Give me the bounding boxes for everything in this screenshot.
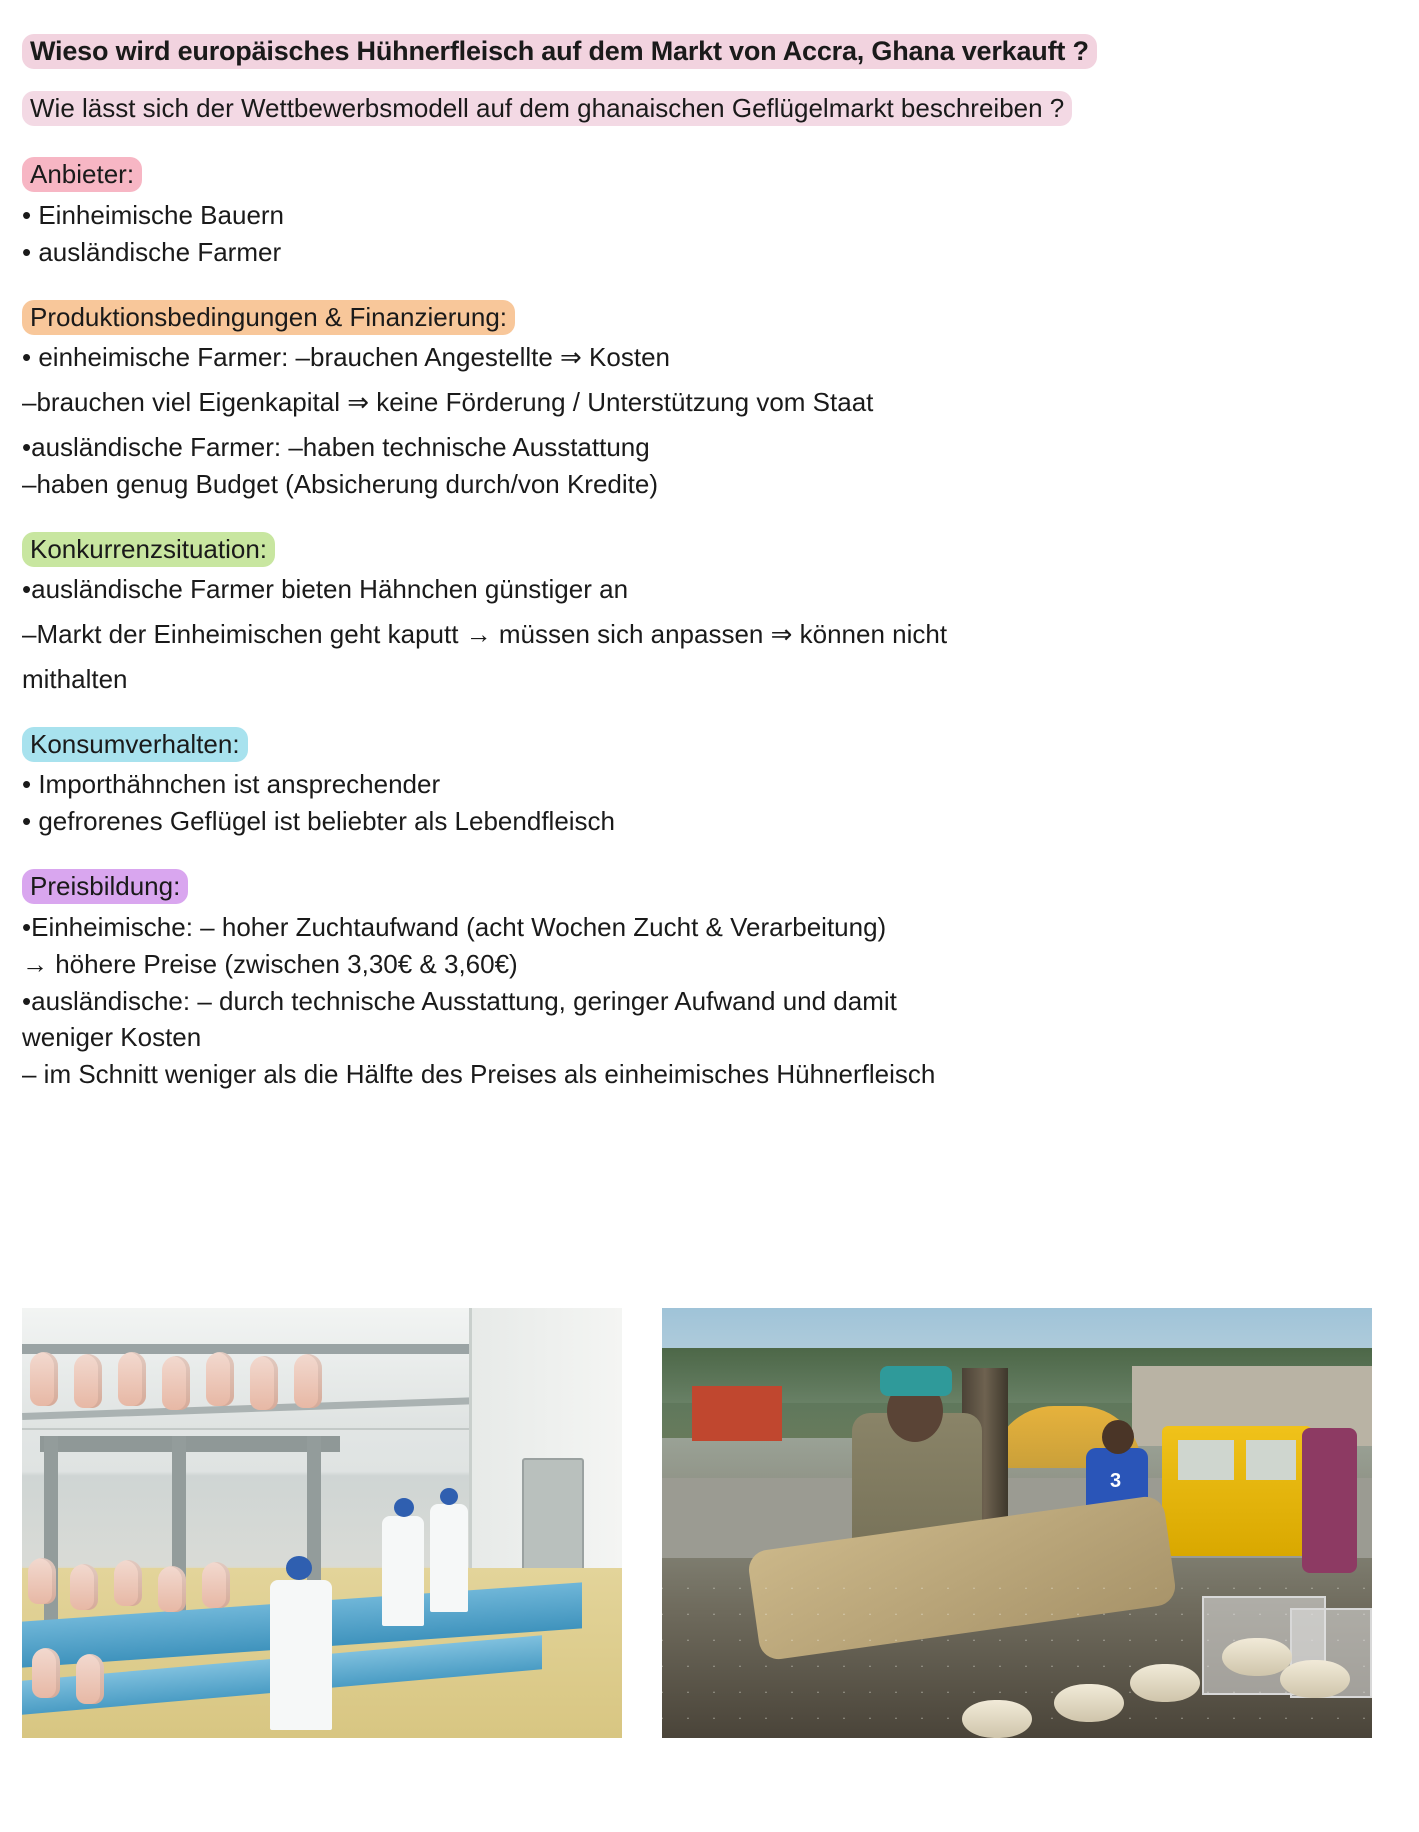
- section-heading-text: Preisbildung:: [22, 869, 188, 904]
- section-line: – im Schnitt weniger als die Hälfte des Preises als einheimisches Hühnerfleisch: [22, 1059, 936, 1090]
- section-line: –Markt der Einheimischen geht kaputt → müssen sich anpassen ⇒ können nicht: [22, 619, 948, 650]
- section-konsumverhalten: [22, 728, 1391, 840]
- page-subtitle: [22, 93, 1072, 124]
- section-heading-text: Konsumverhalten:: [22, 727, 248, 762]
- section-heading: [22, 728, 1391, 761]
- image-row: [22, 1308, 1397, 1738]
- section-heading-text: Konkurrenzsituation:: [22, 532, 275, 567]
- section-line: mithalten: [22, 663, 128, 694]
- section-line: •ausländische: – durch technische Ausstattung, geringer Aufwand und damit: [22, 985, 897, 1016]
- page-title-text: Wieso wird europäisches Hühnerfleisch auf dem Markt von Accra, Ghana verkauft ?: [22, 34, 1097, 69]
- photo-accra-street-market: [662, 1308, 1372, 1738]
- section-line: •Einheimische: – hoher Zuchtaufwand (acht Wochen Zucht & Verarbeitung): [22, 911, 887, 942]
- section-heading-text: Anbieter:: [22, 157, 142, 192]
- section-line: • Importhähnchen ist ansprechender: [22, 769, 441, 800]
- section-heading-text: Produktionsbedingungen & Finanzierung:: [22, 300, 515, 335]
- section-line: • ausländische Farmer: [22, 236, 282, 267]
- section-heading: [22, 533, 1391, 566]
- section-line: •ausländische Farmer bieten Hähnchen günstiger an: [22, 574, 629, 605]
- page-subtitle-text: Wie lässt sich der Wettbewerbsmodell auf dem ghanaischen Geflügelmarkt beschreiben ?: [22, 91, 1072, 126]
- section-line: • gefrorenes Geflügel ist beliebter als Lebendfleisch: [22, 806, 616, 837]
- section-line: •ausländische Farmer: –haben technische Ausstattung: [22, 431, 650, 462]
- section-line: –brauchen viel Eigenkapital ⇒ keine Förderung / Unterstützung vom Staat: [22, 386, 874, 417]
- section-line: → höhere Preise (zwischen 3,30€ & 3,60€): [22, 948, 518, 979]
- section-anbieter: [22, 158, 1391, 270]
- section-line: • Einheimische Bauern: [22, 199, 285, 230]
- section-heading: [22, 301, 1391, 334]
- poultry-plant-illustration: [22, 1308, 622, 1738]
- section-produktionsbedingungen: [22, 301, 1391, 503]
- photo-poultry-processing-plant: [22, 1308, 622, 1738]
- section-preisbildung: [22, 870, 1391, 1093]
- section-line: weniger Kosten: [22, 1022, 202, 1053]
- section-konkurrenzsituation: [22, 533, 1391, 698]
- section-heading: [22, 870, 1391, 903]
- section-heading: [22, 158, 1391, 191]
- section-line: • einheimische Farmer: –brauchen Angestellte ⇒ Kosten: [22, 342, 671, 373]
- section-line: –haben genug Budget (Absicherung durch/von Kredite): [22, 468, 658, 499]
- street-market-illustration: 3: [662, 1308, 1372, 1738]
- page-title: [22, 36, 1391, 67]
